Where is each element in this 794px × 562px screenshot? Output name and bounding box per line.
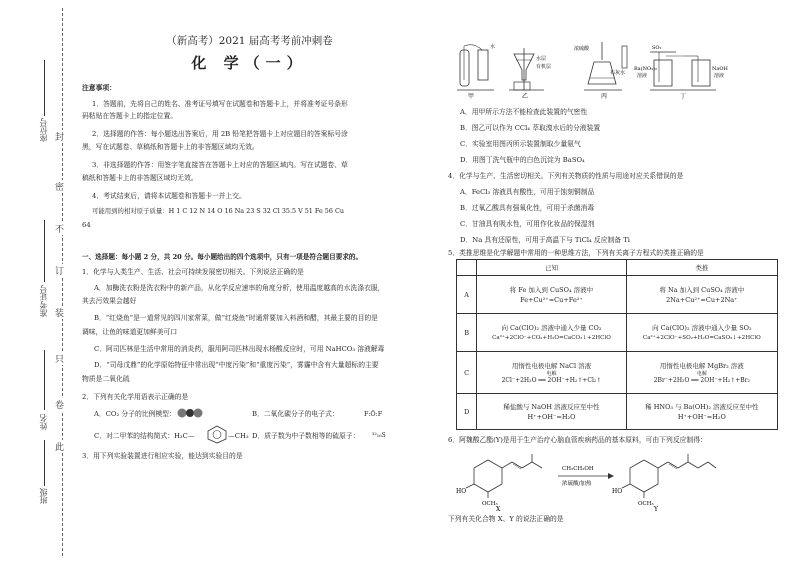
q2-option-c: C．对二甲苯的结构简式：H₃C— — [94, 432, 195, 440]
apparatus-diagram — [454, 40, 744, 100]
notice-line: 4．考试结束后，请将本试题卷和答题卡一并上交。 — [92, 192, 246, 200]
q4-option: B．过氧乙酸具有强氧化性，可用于杀菌消毒 — [460, 204, 595, 212]
q3-option: A．用甲所示方法不能检查此装置的气密性 — [460, 108, 588, 116]
notice-line: 3．非选择题的作答：用签字笔直接答在答题卡上对应的答题区域内。写在试题卷、草 — [92, 161, 348, 169]
table-row — [457, 352, 778, 394]
infer-cell — [626, 394, 777, 430]
infer-equation: Ca²⁺+2ClO⁻+SO₂+H₂O=CaSO₃↓+2HClO — [642, 334, 761, 341]
q1-line: 物质是二氧化硫 — [82, 375, 130, 383]
class-line — [44, 440, 45, 486]
apparatus-annotation: 有机层 — [536, 64, 552, 70]
analogy-table — [456, 259, 778, 430]
known-cell — [477, 352, 626, 394]
table-row — [457, 314, 778, 352]
q4-option: D．Na 具有还原性，可用于高温下与 TiCl₄ 反应制备 Ti — [460, 236, 630, 244]
q3-option: D．用图丁洗气瓶中的白色沉淀为 BaSO₄ — [460, 156, 585, 164]
reaction-scheme — [458, 450, 778, 512]
infer-equation: 2Na+Cu²⁺=Cu+2Na⁺ — [666, 295, 738, 304]
table-header-known: 已知 — [477, 260, 626, 276]
question-4-stem: 4．化学与生产、生活密切相关。下列有关物质的性质与用途对应关系错误的是 — [448, 172, 684, 180]
seat-number-line — [44, 60, 45, 116]
question-3-stem: 3．用下列实验装置进行相应实验，能达到实验目的是 — [82, 452, 243, 460]
q1-line: C．阿司匹林是生活中常用的消炎药，服用阿司匹林出现水杨酸反应时，可用 NaHCO₃ 溶液解毒 — [94, 345, 385, 353]
q1-line: D．“司母戊鼎”的化学原始特征中常出现“中度污染”和“重度污染”，雾霾中含有大量超标的主要 — [94, 361, 379, 369]
subject-title: 化 学（一） — [191, 54, 308, 72]
x-methoxy-label: OCH₃ — [482, 501, 498, 507]
apparatus-label: 甲 — [468, 93, 475, 100]
infer-equation: 2Br⁻+2H₂O ══ 2OH⁻+H₂↑+Br₂ — [653, 376, 750, 384]
row-label: C — [457, 352, 477, 394]
row-label: D — [457, 394, 477, 430]
infer-text: 稀 HNO₃ 与 Ba(OH)₂ 溶液反应至中性 — [645, 402, 759, 411]
binding-char: 此 — [55, 440, 64, 453]
q2-option-d: D．质子数为中子数相等的硫原子： — [252, 432, 360, 440]
apparatus-annotation: 水 — [490, 44, 496, 50]
known-cell — [477, 276, 626, 314]
atomic-mass-line: 64 — [82, 221, 91, 229]
notice-line: 黑，写在试题卷、草稿纸和答题卡上的非答题区域均无效。 — [82, 143, 259, 151]
seat-number-label: 座位号 — [39, 118, 48, 142]
q1-line: B．“红烧鱼”是一道常见的四川家常菜，做“红烧鱼”时通常要加入料酒和醋，其最主要的目的是 — [94, 314, 378, 322]
q2-option-a: A．CO₂ 分子的比例模型： — [94, 410, 176, 418]
question-6-stem: 6．阿魏酸乙酯(Y)是用于生产治疗心脑血管疾病药品的基本原料，可由下列反应制得： — [448, 436, 707, 444]
benzene-ring-icon — [205, 424, 229, 444]
apparatus-annotation: 水层 — [536, 56, 547, 62]
section-heading: 一、选择题：每小题 2 分，共 20 分。每小题给出的四个选项中，只有一项是符合题目要求的。 — [82, 253, 363, 261]
question-5-stem: 5．类推思维是化学解题中常用的一种思维方法，下列有关离子方程式的类推正确的是 — [448, 249, 704, 257]
q3-option: B．图乙可以作为 CCl₄ 萃取溴水后的分液装置 — [460, 124, 601, 132]
apparatus-annotation: SO₂ — [652, 45, 662, 51]
reagent-bottom: 浓硫酸/加热 — [562, 481, 592, 487]
notice-line: 1．答题前，先将自己的姓名、准考证号填写在试题卷和答题卡上，并将准考证号条形 — [92, 100, 348, 108]
known-text: 用惰性电极电解 NaCl 溶液 — [511, 361, 592, 370]
reagent-top: CH₃CH₂OH — [562, 466, 594, 472]
known-cell — [477, 394, 626, 430]
infer-cell — [626, 352, 777, 394]
q2-option-b: B．二氧化碳分子的电子式： — [252, 410, 339, 418]
q3-option: C．实验室用图丙所示装置制取少量氨气 — [460, 140, 581, 148]
infer-text: 将 Na 加入到 CuSO₄ 溶液中 — [659, 285, 745, 294]
q1-line: 其去污效果会越好 — [82, 297, 137, 305]
infer-text: 用惰性电极电解 MgBr₂ 溶液 — [659, 361, 744, 370]
q1-line: A．加酶洗衣粉是洗衣粉中的新产品，从化学反应速率的角度分析，使用温度越高的水洗涤衣服， — [94, 284, 385, 292]
known-equation: Ca²⁺+2ClO⁻+CO₂+H₂O=CaCO₃↓+2HClO — [492, 334, 611, 341]
q4-option: A．FeCl₃ 溶液具有酸性，可用于蚀刻铜制品 — [460, 188, 595, 196]
table-corner — [457, 260, 477, 276]
infer-cell — [626, 314, 777, 352]
atomic-mass-line: 可能用到的相对原子质量：H 1 C 12 N 14 O 16 Na 23 S 32 Cl 35.5 V 51 Fe 56 Cu — [92, 207, 344, 215]
binding-char: 密 — [55, 180, 64, 193]
infer-text: 向 Ca(ClO)₂ 溶液中通入少量 SO₂ — [652, 323, 752, 332]
question-1-stem: 1．化学与人类生产、生活、社会可持续发展密切相关。下列说法正确的是 — [82, 268, 304, 276]
y-hydroxyl-label: HO — [612, 488, 623, 495]
table-row — [457, 276, 778, 314]
exam-id-line — [44, 220, 45, 282]
known-equation: H⁺+OH⁻=H₂O — [527, 412, 576, 421]
x-hydroxyl-label: HO — [456, 488, 467, 495]
apparatus-annotation: 浓硫酸 — [574, 46, 590, 52]
notice-line: 稿纸和答题卡上的非答题区域均无效。 — [82, 174, 198, 182]
binding-char: 订 — [55, 264, 64, 277]
apparatus-annotation: 溶液 — [714, 73, 725, 79]
binding-char: 卷 — [55, 398, 64, 411]
known-equation: Fe+Cu²⁺=Cu+Fe²⁺ — [520, 295, 583, 304]
apparatus-label: 丙 — [601, 93, 608, 100]
q2-option-c-tail: —CH₃ — [228, 432, 249, 440]
notice-heading: 注意事项： — [82, 84, 116, 92]
class-label: 班级 — [39, 488, 48, 504]
known-text: 向 Ca(ClO)₂ 溶液中通入少量 CO₂ — [501, 323, 602, 332]
binding-char: 不 — [55, 222, 64, 235]
known-cell — [477, 314, 626, 352]
apparatus-annotation: Ba(NO₃)₂ — [634, 66, 658, 72]
exam-series-title: （新高考）2021 届高考考前冲刺卷 — [166, 35, 333, 47]
q1-line: 调味，让鱼的味道更加鲜美可口 — [82, 328, 178, 336]
q2-option-d-symbol: ³²₁₆S — [372, 432, 386, 439]
compound-x-label: X — [496, 506, 501, 513]
table-row — [457, 394, 778, 430]
apparatus-label: 乙 — [522, 93, 529, 100]
notice-line: 2．选择题的作答：每小题选出答案后，用 2B 铅笔把答题卡上对应题目的答案标号涂 — [92, 130, 348, 138]
apparatus-label: 丁 — [680, 93, 687, 100]
apparatus-annotation: 溶液 — [637, 73, 648, 79]
q4-option: C．甘油具有吸水性，可用作化妆品的保湿剂 — [460, 220, 595, 228]
co2-model-icon — [176, 407, 204, 419]
y-methoxy-label: OCH₃ — [638, 501, 654, 507]
infer-equation: H⁺+OH⁻=H₂O — [677, 412, 726, 421]
infer-cell — [626, 276, 777, 314]
electrolysis-condition: 电解 — [546, 370, 557, 377]
binding-char: 封 — [55, 130, 64, 143]
seal-line — [62, 8, 63, 556]
compound-y-label: Y — [654, 506, 658, 513]
table-header-infer: 类推 — [626, 260, 777, 276]
exam-id-label: 准考证号 — [39, 285, 48, 317]
binding-char: 只 — [55, 352, 64, 365]
q2-option-b-formula: F:Ö:F — [364, 410, 383, 418]
binding-margin — [0, 0, 70, 562]
apparatus-annotation: NaOH — [712, 66, 728, 72]
apparatus-annotation: 石灰水 — [610, 70, 626, 76]
name-line — [44, 350, 45, 410]
notice-line: 码粘贴在答题卡上的指定位置。 — [82, 112, 178, 120]
question-6-tail: 下列有关化合物 X、Y 的说法正确的是 — [448, 515, 564, 523]
known-equation: 2Cl⁻+2H₂O ══ 2OH⁻+H₂↑+Cl₂↑ — [501, 376, 602, 384]
electrolysis-condition: 电解 — [696, 370, 707, 377]
known-text: 将 Fe 加入到 CuSO₄ 溶液中 — [509, 285, 594, 294]
binding-char: 装 — [55, 306, 64, 319]
known-text: 稀盐酸与 NaOH 溶液反应至中性 — [503, 402, 600, 411]
name-label: 姓名 — [39, 414, 48, 430]
row-label: A — [457, 276, 477, 314]
question-2-stem: 2．下列有关化学用语表示正确的是 — [82, 393, 189, 401]
row-label: B — [457, 314, 477, 352]
